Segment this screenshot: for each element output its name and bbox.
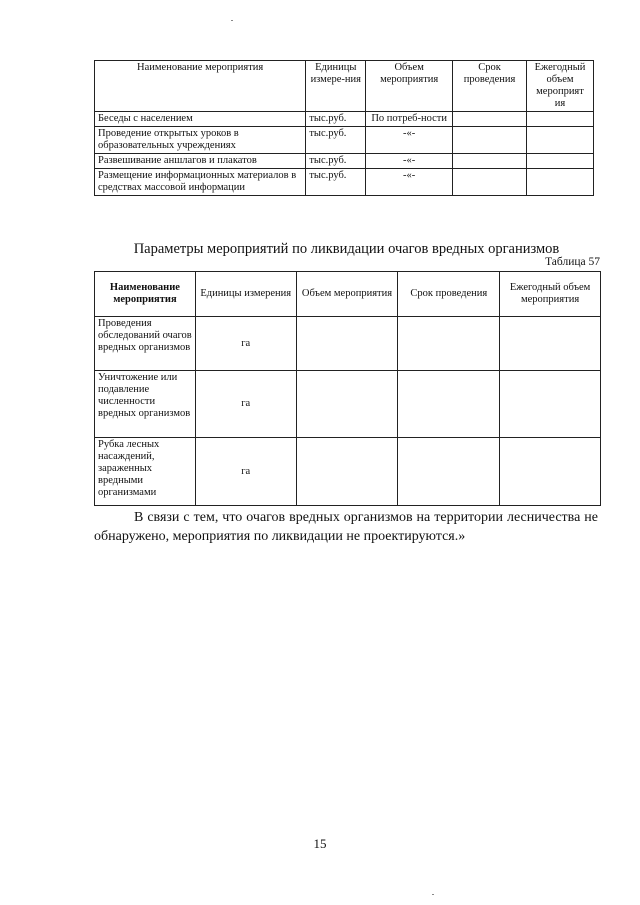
header-cell: Наименование мероприятия	[95, 61, 306, 112]
cell-annual	[500, 317, 601, 371]
cell-activity: Рубка лесных насаждений, зараженных вредными организмами	[95, 438, 196, 506]
cell-term	[453, 127, 527, 154]
cell-term	[453, 112, 527, 127]
table-row	[95, 317, 601, 371]
cell-volume: -«-	[366, 154, 453, 169]
cell-activity: Проведения обследований очагов вредных организмов	[95, 317, 196, 371]
cell-unit: тыс.руб.	[306, 169, 366, 196]
cell-annual	[527, 169, 594, 196]
cell-unit: га	[195, 438, 296, 506]
cell-volume	[296, 317, 398, 371]
table-pest-control	[94, 271, 601, 506]
table-row	[95, 169, 594, 196]
page-number: 15	[313, 836, 327, 851]
table-activities-info	[94, 60, 594, 196]
cell-annual	[527, 127, 594, 154]
table-row	[95, 112, 594, 127]
cell-annual	[500, 438, 601, 506]
table-row	[95, 438, 601, 506]
cell-annual	[500, 371, 601, 438]
header-cell: Наименование мероприятия	[95, 272, 196, 317]
cell-annual	[527, 112, 594, 127]
header-cell: Единицы измерения	[195, 272, 296, 317]
cell-unit: тыс.руб.	[306, 112, 366, 127]
cell-activity: Размещение информационных материалов в средствах массовой информации	[95, 169, 306, 196]
cell-volume: -«-	[366, 169, 453, 196]
cell-annual	[527, 154, 594, 169]
header-cell: Ежегодный объем мероприятия	[500, 272, 601, 317]
cell-unit: га	[195, 317, 296, 371]
cell-term	[398, 438, 500, 506]
table-row	[95, 154, 594, 169]
table-row	[95, 127, 594, 154]
cell-term	[398, 371, 500, 438]
header-cell: Срок проведения	[453, 61, 527, 112]
table-caption: Параметры мероприятий по ликвидации очагов вредных организмов	[133, 241, 560, 257]
cell-term	[453, 154, 527, 169]
cell-activity: Беседы с населением	[95, 112, 306, 127]
cell-volume: -«-	[366, 127, 453, 154]
cell-volume	[296, 438, 398, 506]
closing-paragraph: В связи с тем, что очагов вредных организмов на территории лесничества не обнаружено, мероприятия по ликвидации не проектируются.»	[94, 510, 598, 544]
header-cell: Единицы измере-ния	[306, 61, 366, 112]
header-cell: Объем мероприятия	[296, 272, 398, 317]
header-cell: Объем мероприятия	[366, 61, 453, 112]
scan-speck	[231, 20, 233, 21]
cell-volume: По потреб-ности	[366, 112, 453, 127]
cell-volume	[296, 371, 398, 438]
cell-term	[398, 317, 500, 371]
scan-speck	[432, 894, 434, 895]
cell-activity: Уничтожение или подавление численности вредных организмов	[95, 371, 196, 438]
cell-activity: Развешивание аншлагов и плакатов	[95, 154, 306, 169]
cell-term	[453, 169, 527, 196]
cell-unit: тыс.руб.	[306, 154, 366, 169]
cell-activity: Проведение открытых уроков в образовательных учреждениях	[95, 127, 306, 154]
header-cell: Срок проведения	[398, 272, 500, 317]
table-row	[95, 371, 601, 438]
table-header-row	[95, 61, 594, 112]
header-cell: Ежегодный объем мероприят ия	[527, 61, 594, 112]
table-number: Таблица 57	[545, 256, 600, 268]
table-header-row	[95, 272, 601, 317]
cell-unit: тыс.руб.	[306, 127, 366, 154]
cell-unit: га	[195, 371, 296, 438]
